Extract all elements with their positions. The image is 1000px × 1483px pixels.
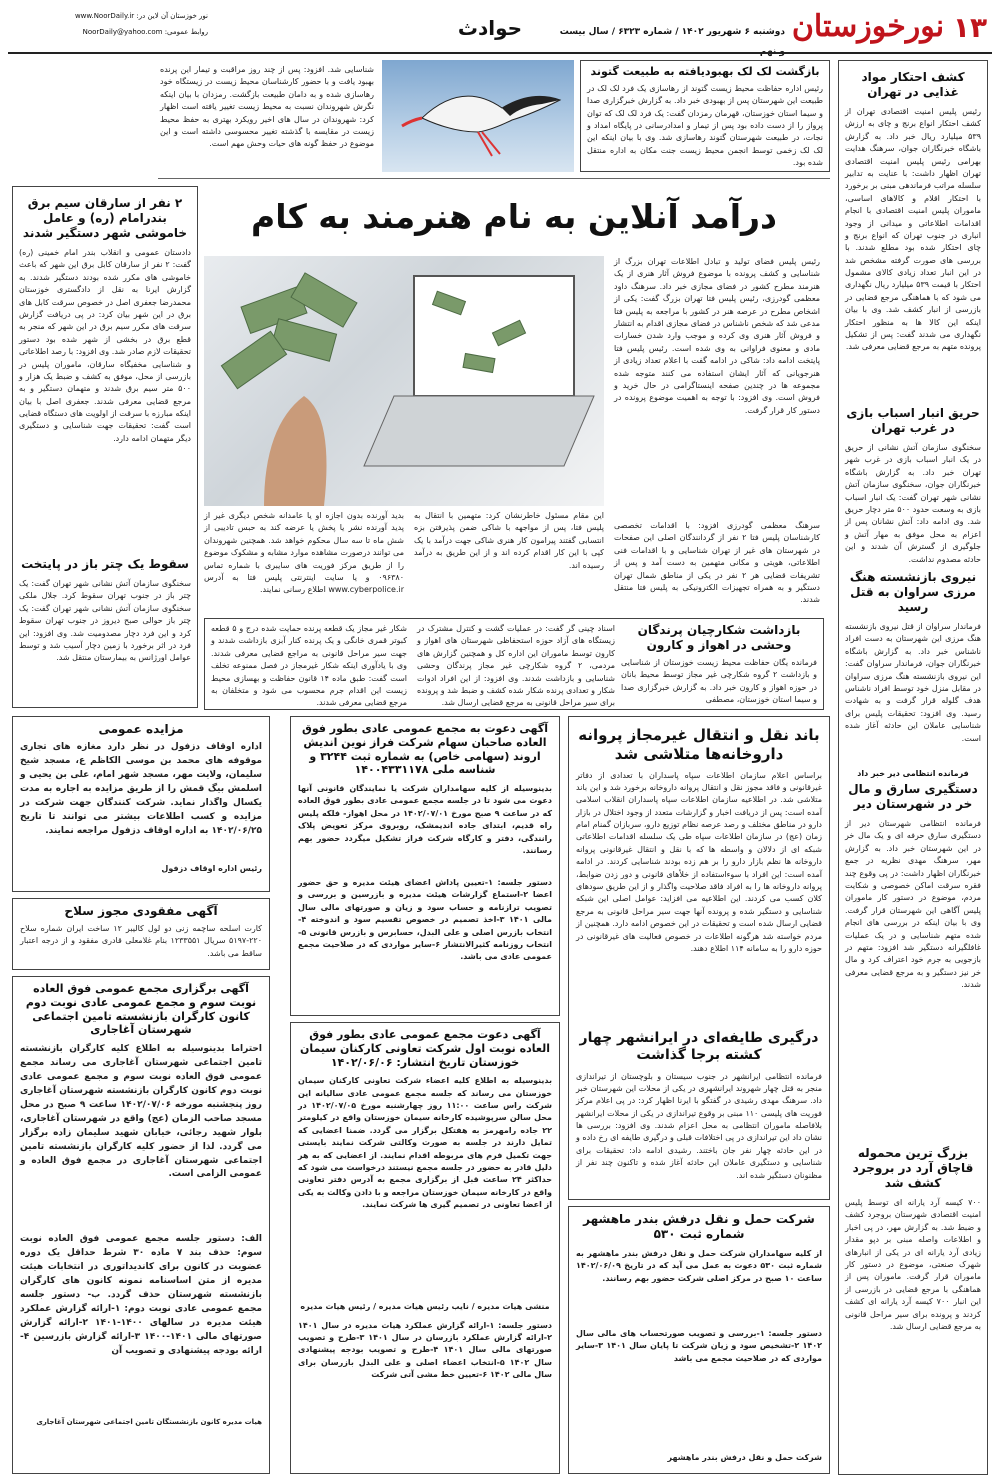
ad-title: آگهی دعوت مجمع عمومی عادی بطور فوق العاده نوبت اول شرکت تعاونی کارکنان سیمان خوزستان تاریخ انتشار: ۱۴۰۲/۰۶/۰۶ <box>299 1028 551 1069</box>
article-body: رئیس پلیس فضای تولید و تبادل اطلاعات تهران بزرگ از شناسایی و کشف پرونده با موضوع فروش آثار هنری از یک هنرمند مطرح کشور در فضای مجازی خبر داد. سرهنگ داود معظمی گودرزی، رئیس پلیس فتا تهران بزرگ گفت: یکی از اشخاص مطرح در عرصه هنر در کشور با مراجعه به پلیس فتا مدعی شد که شخص ناشناس در فضای مجازی اقدام به انتشار و فروش آثار هنری وی کرده و موجب وارد شدن خسارات مادی و معنوی فراوانی به وی شده است. رئیس پلیس فتا پایتخت ادامه داد: شاکی در ادامه گفت با اعلام تعداد زیادی از هنرجویانی که آثار ایشان استفاده می کنند متوجه شده مجموعه ها در چندین صفحه اینستاگرامی در حال خرید و فروش است. وی افزود: با توجه به اهمیت موضوع پرونده در دستور کار قرار گرفت. <box>614 257 820 415</box>
ad-body: بدینوسیله از کلیه سهامداران شرکت یا نمایندگان قانونی آنها دعوت می شود تا در جلسه مجمع عمومی عادی بطور فوق العاده که در ساعت ۹ صبح مورخ ۱۴۰۲/۰۷/۰۱ در محل اهواز- فلکه پلیس راه قدیم، ابتدای جاده اندیمشک، روبروی مرکز تعویض پلاک رانندگی، دفتر و کارگاه شرکت فراز تشکیل میگردد حضور بهم رسانند. <box>298 784 552 855</box>
lost-permit-ad <box>12 898 270 970</box>
ad-body: بدینوسیله به اطلاع کلیه اعضاء شرکت تعاونی کارکنان سیمان خوزستان می رساند که جلسه مجمع عمومی عادی سالیانه این شرکت راس ساعت ۱۱:۰۰ روز چهارشنبه مورخ ۱۴۰۲/۰۷/۰۵ در محل سالن سرپوشیده کارخانه سیمان خوزستان واقع در کیلومتر ۲۲ جاده رامهرمز به هفتکل برگزار می گردد. ضمنا اعضایی که تمایل دارند در جلسه به صورت وکالتی شرکت نمایند بایستی جهت تکمیل فرم های مربوطه اقدام نمایند. از اعضایی که به هر دلیل قادر به حضور در جلسه مجمع نیستند درخواست می شود که حداکثر ۲۴ ساعت قبل از برگزاری مجمع به آدرس دفتر تعاونی واقع در کارخانه سیمان خوزستان مراجعه و با دادن وکالت به یکی از اعضا تعاونی در تصمیم گیری ها شرکت نمایند. <box>298 1076 552 1210</box>
article-body: شناسایی شد. افزود: پس از چند روز مراقبت و تیمار این پرنده بهبود یافت و با حضور کارشناسان محیط زیست در زیستگاه خود رهاسازی شده و به دامان طبیعت بازگشت. رمزدان با بیان اینکه نگرش شهروندان نسبت به محیط زیست تغییر یافته است اظهار کرد: شهروندان در سال های اخیر رویکرد بهتری به حفظ محیط زیست در مقایسه با گذشته تغییر محسوسی داشته است و این موضوع در حفظ گونه های حیات وحش مهم است. <box>160 65 374 149</box>
article-body: فرمانده انتظامی شهرستان دیر از دستگیری سارق حرفه ای و یک مال خر در این شهرستان خبر داد. به گزارش مهر، سرهنگ مهدی نظریه در جمع خبرنگاران اظهار داشت: در پی وقوع چند فقره سرقت اماکن خصوصی و شکایت مردم، موضوع در دستور کار ماموران پلیس آگاهی این شهرستان قرار گرفت. وی با بیان اینکه در بررسی های انجام شده متهم شناسایی و در یک عملیات غافلگیرانه دستگیر شد افزود: متهم در بازجویی به جرم خود اعتراف کرد و مال خر نیز دستگیر و به مرجع قضایی معرفی شدند. <box>845 819 981 990</box>
article-body: سخنگوی سازمان آتش نشانی از حریق در یک انبار اسباب بازی در غرب شهر تهران خبر داد. به گزارش باشگاه خبرنگاران جوان، سخنگوی سازمان آتش نشانی شهر تهران گفت: یک انبار اسباب بازی به وسعت حدود ۵۰۰ متر دچار حریق شد. وی ادامه داد: آتش نشانان پس از اعزام به محل موفق به مهار آتش و جلوگیری از گسترش آن شدند و این حادثه مصدوم نداشت. <box>845 443 982 564</box>
article-body: سخنگوی سازمان آتش نشانی شهر تهران گفت: یک چتر باز در جنوب تهران سقوط کرد. جلال ملکی سخنگوی سازمان آتش نشانی شهر تهران گفت: یک چتر باز حوالی صبح دیروز در جنوب تهران سقوط کرد و این فرد دچار مصدومیت شد. وی افزود: این فرد در اثر برخورد با زمین دچار آسیب شد و توسط عوامل اورژانس به بیمارستان منتقل شد. <box>19 579 191 663</box>
main-story-body-cols <box>204 510 604 612</box>
laptop-icon <box>204 256 604 506</box>
ad-agenda: دستور جلسه: ۱-ارائه گزارش عملکرد هیات مدیره در سال ۱۴۰۱ ۲-ارائه گزارش عملکرد بازرسان در سال ۱۴۰۱ ۳-طرح و تصویب صورتهای مالی سال ۱۴۰۱ ۴-طرح و تصویب بودجه پیشنهادی سال ۱۴۰۲ ۵-انتخاب اعضاء اصلی و علی البدل بازرسان برای سال مالی ۱۴۰۲ ۶-تعیین خط مشی آتی شرکت <box>298 1320 553 1380</box>
email-address: روابط عمومی: NoorDaily@yahoo.com <box>82 28 208 36</box>
divider <box>158 178 830 179</box>
article-title: سقوط یک چتر باز در پایتخت <box>21 557 189 571</box>
article-body: اسناد چینی گر گفت: در عملیات گشت و کنترل مشترک در زیستگاه های آزاد حوزه استحفاظی شهرستان های اهواز و کارون توسط ماموران این اداره کل و همچنین گزارش های مردمی، ۲ گروه شکارچی غیر مجاز پرندگان وحشی شناسایی و بازداشت شدند. وی افزود: از این افراد ادوات شکار و تعدادی پرنده شکار شده کشف و ضبط شد و پرونده برای سیر مراحل قانونی به مرجع قضایی ارسال شد. <box>417 624 616 708</box>
ad-agenda: الف: دستور جلسه مجمع عمومی فوق العاده نوبت سوم: حذف بند ۷ ماده ۳۰ شرط حداقل یک دوره عضویت در کانون برای کاندیداتوری در انتخابات هیئت مدیره از متن اساسنامه نمونه کانون های کارگران بازنشسته شهرستان حذف گردد. ب- دستور جلسه مجمع عمومی عادی نوبت دوم: ۱-ارائه گزارش عملکرد هیئت مدیره در سالهای ۱۴۰۰-۱۴۰۱ ۲-ارائه گزارش صورتهای مالی ۱۴۰۱-۱۴۰۰ ۳-ارائه گزارش بازرسین ۴-ارائه بودجه پیشنهادی و تصویب آن <box>20 1234 263 1356</box>
newspaper-logo: نورخوزستان <box>791 9 945 44</box>
article-body: دادستان عمومی و انقلاب بندر امام خمینی (ره) گفت: ۲ نفر از سارقان کابل برق این شهر که باعث خاموشی های مکرر شده بودند دستگیر شدند. به گزارش ایرنا به نقل از دادگستری خوزستان محمدرضا جعفری اصل در خصوص سرقت کابل های برق در این شهر بیان کرد: در پی دریافت گزارش سرقت های مکرر سیم برق در این شهر که منجر به قطع برق در بخشی از شهر شده بود دستور تحقیقات لازم صادر شد. وی افزود: با رصد اطلاعاتی و شناسایی مخفیگاه سارقان، ماموران پلیس در بازرسی از محل، موفق به کشف و ضبط یک هزار و ۵۰۰ متر سیم برق شدند و متهمان دستگیر و به مرجع قضایی معرفی شدند. جعفری اصل با بیان اینکه مبارزه با سرقت از اولویت های دستگاه قضایی است گفت: تحقیقات جهت شناسایی و دستگیری دیگر متهمان ادامه دارد. <box>19 248 191 443</box>
article-kicker: فرمانده انتظامی دیر خبر داد <box>857 769 969 778</box>
article-title: بازگشت لک لک بهبودیافته به طبیعت گتوند <box>590 65 820 78</box>
article-body: براساس اعلام سازمان اطلاعات سپاه پاسداران با تعدادی از دفاتر غیرقانونی و فاقد مجوز نقل و انتقال پروانه داروخانه برخورد شد و این باند متلاشی شد. در اطلاعیه سازمان اطلاعات سپاه پاسداران انقلاب اسلامی آمده است: پس از دریافت اخبار و گزارشات متعدد از وجود اختلال در بازار دارو در مناطق مختلف و رصد عرصه نظام توزیع دارو، سربازان گمنام امام زمان (عج) در سازمان اطلاعات سپاه طی یک سلسله اقدامات اطلاعاتی شبکه ای از دلالان و واسطه ها که با نقل و انتقال غیرقانونی پروانه داروخانه ها نظم بازار دارو را بر هم زده بودند شناسایی کردند. در ادامه آمده است: این افراد با سوءاستفاده از خلأهای قانونی و دور زدن ضوابط، پروانه داروخانه ها را به افراد فاقد صلاحیت واگذار و از این طریق سودهای کلان کسب می کردند. این اطلاعیه می افزاید: عوامل اصلی این شبکه شناسایی و دستگیر شده و پرونده آنها جهت سیر مراحل قانونی به مرجع قضایی ارسال شده است و تحقیقات در این خصوص ادامه دارد. همچنین از مردم خواسته شد هرگونه اطلاعات در خصوص فعالیت های غیرقانونی در حوزه دارو را به سامانه ۱۱۴ اطلاع دهند. <box>576 770 822 953</box>
article-title: حریق انبار اسباب بازی در غرب تهران <box>846 406 980 435</box>
article-title: باند نقل و انتقال غیرمجاز پروانه داروخانه‌ها متلاشی شد <box>578 726 820 763</box>
article-body: فرماندار سراوان از قتل نیروی بازنشسته هنگ مرزی این شهرستان به دست افراد ناشناس خبر داد. به گزارش باشگاه خبرنگاران جوان، فرماندار سراوان گفت: این نیروی بازنشسته هنگ مرزی سراوان در مقابل منزل خود توسط افراد ناشناس هدف گلوله قرار گرفت و به شهادت رسید. وی افزود: تحقیقات پلیس برای شناسایی عاملان این حادثه آغاز شده است. <box>845 622 981 743</box>
article-title: دستگیری سارق و مال خر در شهرستان دیر <box>848 782 978 811</box>
auction-ad <box>12 716 270 892</box>
article-body: رئیس اداره حفاظت محیط زیست گتوند از رهاسازی یک فرد لک لک در طبیعت این شهرستان پس از بهبودی خبر داد. به گزارش خبرگزاری صدا و سیما استان خوزستان، قهرمان رمزدان گفت: یک فرد لک لک که توان پرواز را از دست داده بود پس از تیمار و امدادرسانی در پایگاه امداد و نجات، در طبیعت شهرستان گتوند رهاسازی شد. وی با بیان اینکه این لک لک زخمی توسط انجمن محیط زیست جنت مکان به اداره منتقل شده بود. <box>587 83 823 168</box>
cement-ad <box>290 1022 560 1474</box>
article-body: ۷۰۰ کیسه آرد یارانه ای توسط پلیس امنیت اقتصادی شهرستان بروجرد کشف و ضبط شد. به گزارش مهر، در پی اخبار و اطلاعات واصله مبنی بر دپو مقدار زیادی آرد یارانه ای در یکی از انبارهای شهرک صنعتی، موضوع در دستور کار ماموران قرار گرفت. ماموران پس از هماهنگی با مرجع قضایی در بازرسی از این انبار ۷۰۰ کیسه آرد یارانه ای کشف کردند و پرونده برای سیر مراحل قانونی به مرجع قضایی ارسال شد. <box>845 1198 981 1331</box>
article-body: فرمانده یگان حفاظت محیط زیست خوزستان از شناسایی و بازداشت ۲ گروه شکارچی غیر مجاز توسط محیط بانان در حوزه اهواز و کارون خبر داد. به گزارش خبرگزاری صدا و سیما استان خوزستان، مصطفی <box>621 658 817 705</box>
ad-signature: هیات مدیره کانون بازنشستگان تامین اجتماعی شهرستان آغاجاری <box>36 1418 262 1426</box>
farazin-ad <box>290 716 560 1016</box>
left-column-box <box>12 186 198 708</box>
article-title: بازداشت شکارچیان پرندگان وحشی در اهواز و کارون <box>637 623 801 652</box>
ad-title: شرکت حمل و نقل درفش بندر ماهشهر شماره ثبت ۵۳۰ <box>583 1212 815 1241</box>
article-body: شکار غیر مجاز یک قطعه پرنده حمایت شده درج و ۵ قطعه کبوتر قمری خانگی و یک پرنده کنار آبزی بازداشت شدند و جهت سیر مراحل قانونی به مراجع قضایی معرفی شدند. وی با یادآوری اینکه شکار غیرمجاز در فصل ممنوعه تخلف است گفت: طبق ماده ۱۴ قانون حفاظت و بهسازی محیط زیست این اقدام جرم محسوب می شود و متخلفان به مرجع قضایی معرفی شدند. <box>211 624 408 708</box>
transport-ad <box>568 1206 830 1474</box>
page-number: ۱۳ <box>952 11 988 44</box>
stork-story-continuation <box>158 60 376 172</box>
main-headline: درآمد آنلاین به نام هنرمند به کام <box>251 197 777 236</box>
assembly-ad <box>12 976 270 1474</box>
online-address: نور خوزستان آن لاین در: www.NoorDaily.ir <box>74 12 208 20</box>
article-body: سرهنگ معظمی گودرزی افزود: با اقدامات تخصصی کارشناسان پلیس فتا ۲ نفر از گردانندگان اصلی این صفحات در شهرستان های غیر از تهران شناسایی و با اقدامات فنی اطلاعاتی، هویتی و مکانی متهمین به دست آمد و پس از تشریفات قضایی هر ۲ نفر در یکی از مناطق شمال تهران دستگیر و به همراه تجهیزات الکترونیکی به پلیس فتا منتقل شدند. <box>614 521 821 605</box>
ad-body: اداره اوقاف دزفول در نظر دارد مغازه های تجاری موقوفه های محمد بن موسی الکاظم ع، مسجد شیخ سلیمان، ولایت مهر، مسجد شهر امام، علی بن یحیی و اسلمش بیگ قمش را از طریق مزایده به اجاره به مدت یکسال واگذار نماید. شرکت کنندگان جهت شرکت در مزایده و کسب اطلاعات بیشتر می توانند تا تاریخ ۱۴۰۲/۰۶/۲۵ به اداره اوقاف دزفول مراجعه نمایند. <box>20 742 262 836</box>
ad-body: احتراما بدینوسیله به اطلاع کلیه کارگران بازنشسته تامین اجتماعی شهرستان آغاجاری می رساند مجمع عمومی فوق العاده نوبت سوم و مجمع عمومی عادی نوبت دوم کانون کارگران بازنشسته شهرستان آغاجاری روز پنجشنبه مورخه ۱۴۰۲/۰۷/۰۶ ساعت ۹ صبح در محل مسجد صاحب الزمان (عج) واقع در شهرستان آغاجاری، بلوار شهید رجائی، خیابان شهید سلیمان زاده برگزار می گردد. لذا از حضور کلیه کارگران بازنشسته تامین اجتماعی شهرستان آغاجاری در مجمع فوق العاده و عمومی الزامی است. <box>20 1044 262 1180</box>
main-story-body <box>610 256 824 612</box>
issue-date-line: دوشنبه ۶ شهریور ۱۴۰۲ / شماره ۶۳۲۳ / سال بیست <box>559 27 785 37</box>
article-title: نیروی بازنشسته هنگ مرزی سراوان به قتل رسید <box>849 570 977 614</box>
article-title: درگیری طایفه‌ای در ایرانشهر چهار کشته برجا گذاشت <box>579 1029 819 1063</box>
stork-story-box <box>580 60 830 172</box>
ad-title: آگهی دعوت به مجمع عمومی عادی بطور فوق العاده صاحبان سهام شرکت فراز نوین اندیش اروند (سهامی خاص) به شماره ثبت ۳۲۴۴ و شناسه ملی ۱۴۰۰۴۳۳۱۱۷۸ <box>301 722 548 777</box>
ad-agenda: دستور جلسه: ۱-تعیین پاداش اعضای هیئت مدیره و حق حضور اعضا ۲-استماع گزارشات هیئت مدیره و بازرسین و بررسی و تصویب ترازنامه و حساب سود و زیان و صورتهای مالی سال مالی ۱۴۰۱ ۳-اخذ تصمیم در خصوص تقسیم سود و اندوخته ۴-انتخاب بازرس اصلی و علی البدل، حسابرس و بازرس قانونی ۵-انتخاب روزنامه کثیرالانتشار ۶-سایر مواردی که در صلاحیت مجمع عمومی عادی می باشد. <box>298 878 552 962</box>
article-title: بزرگ ترین محموله قاچاق آرد در بروجرد کشف شد <box>852 1146 974 1190</box>
ad-signature: شرکت حمل و نقل درفش بندر ماهشهر <box>667 1453 822 1462</box>
stork-photo <box>382 60 574 172</box>
ad-title: آگهی مفقودی مجوز سلاح <box>64 904 218 918</box>
article-title: ۲ نفر از سارقان سیم برق بندرامام (ره) و عامل خاموشی شهر دستگیر شدند <box>22 196 188 240</box>
masthead-rule <box>8 52 992 54</box>
article-body: فرمانده انتظامی ایرانشهر در جنوب سیستان و بلوچستان از تیراندازی منجر به قتل چهار شهروند ایرانشهری در یکی از محلات این شهرستان خبر داد. سرهنگ مهدی رشیدی در گفتگو با ایرنا اظهار کرد: در پی اعلام مرکز فوریت های پلیسی ۱۱۰ مبنی بر وقوع تیراندازی در یکی از محلات ایرانشهر بلافاصله ماموران انتظامی به محل اعزام شدند. وی افزود: بررسی ها نشان داد این تیراندازی در پی اختلافات قبلی و درگیری طایفه ای رخ داده و در این حادثه چهار نفر جان باختند. رشیدی ادامه داد: تحقیقات برای شناسایی و دستگیری عاملان این حادثه آغاز شده و تاکنون چند نفر از مظنونان دستگیر شده اند. <box>576 1071 822 1180</box>
article-title: کشف احتکار مواد غذایی در تهران <box>861 70 965 99</box>
ad-body: کارت اسلحه ساچمه زنی دو لول کالیبر ۱۲ ساخت ایران شماره سلاح ۲۲۰-۵۱۹۷ سریال ۱۲۳۳۵۵۱ بنام غلامعلی قادری مفقود و از درجه اعتبار ساقط می باشد. <box>20 924 262 958</box>
ad-body: از کلیه سهامداران شرکت حمل و نقل درفش بندر ماهشهر به شماره ثبت ۵۳۰ دعوت به عمل می آید که در تاریخ ۱۴۰۲/۰۶/۰۹ ساعت ۱۰ صبح در مرکز اصلی شرکت حضور بهم رسانند. <box>576 1249 822 1283</box>
ad-agenda: دستور جلسه: ۱-بررسی و تصویب صورتحساب های مالی سال ۱۴۰۲ ۲-تشخیص سود و زیان شرکت تا پایان سال ۱۴۰۱ ۳-سایر مواردی که در صلاحیت مجمع می باشد <box>576 1329 823 1363</box>
article-body: این مقام مسئول خاطرنشان کرد: متهمین با انتقال به پلیس فتا، پس از مواجهه با شاکی ضمن پذیرفتن بزه انتسابی گفتند پیرامون کار هنری شاکی جهت درآمد با یک کپی با این کار اقدام کرده اند و از این طریق به درآمد رسیده اند. <box>414 511 604 570</box>
article-body: بدید آورنده بدون اجازه او یا عامدانه شخص دیگری غیر از پدید آورنده نشر یا پخش یا عرضه کند به حبس تادیبی از شش ماه تا سه سال محکوم خواهد شد. همچنین شهروندان می توانند درصورت مشاهده موارد مشابه و مشکوک موضوع را از طریق مرکز فوریت های سایبری با شماره تماس ۰۹۶۳۸۰ و یا سایت اینترنتی پلیس فتا به آدرس www.cyberpolice.ir اطلاع رسانی نمایند. <box>204 511 404 595</box>
stork-icon <box>382 60 574 172</box>
birds-story-box <box>204 618 824 710</box>
ad-signature: رئیس اداره اوقاف دزفول <box>161 864 262 873</box>
section-title: حوادث <box>457 16 523 40</box>
laptop-money-photo <box>204 256 604 506</box>
pharmacy-story-box <box>568 716 830 1200</box>
ad-title: آگهی برگزاری مجمع عمومی فوق العاده نوبت سوم و مجمع عمومی عادی نوبت دوم کانون کارگران بازنشسته تامین اجتماعی شهرستان آغاجاری <box>25 982 257 1037</box>
ad-title: مزایده عمومی <box>98 722 184 736</box>
ad-board: منشی هیات مدیره / نایب رئیس هیات مدیره / رئیس هیات مدیره <box>300 1302 550 1312</box>
right-column-box <box>838 60 988 1475</box>
article-body: رئیس پلیس امنیت اقتصادی تهران از کشف احتکار انواع برنج و چای به ارزش ۵۳۹ میلیارد ریال خبر داد. به گزارش باشگاه خبرنگاران جوان، سرهنگ هدایت بهرامی رئیس پلیس امنیت اقتصادی تهران اظهار داشت: با عنایت به تدابیر سلسله مراتب فرماندهی مبنی بر برخورد با احتکار اقلام و کالاهای اساسی، ماموران پلیس امنیت اقتصادی با انجام اقدامات اطلاعاتی و میدانی از وجود انباری در جنوب تهران که انواع برنج و چای احتکار شده بود مطلع شدند. با بررسی های صورت گرفته مشخص شد در این انبار تعداد زیادی کالای مشمول احتکار با قیمت ۵۳۹ میلیارد ریال نگهداری می شود که با هماهنگی مرجع قضایی در بازرسی از انبار کشف شد. وی با بیان اینکه این کالا ها به منظور احتکار نگهداری می شدند گفت: پس از تشکیل پرونده متهم به مرجع قضایی معرفی شد. <box>845 107 981 352</box>
